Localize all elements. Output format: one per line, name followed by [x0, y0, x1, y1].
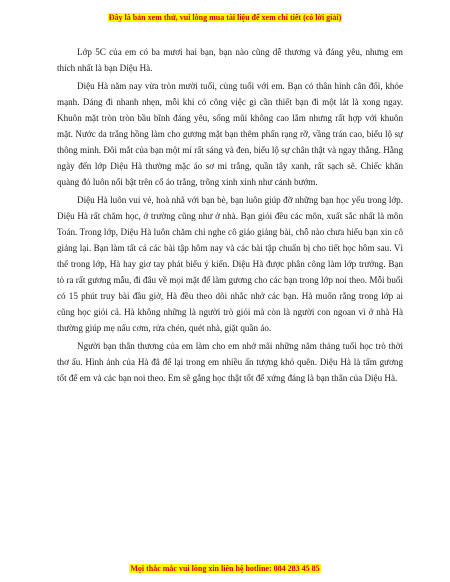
essay-paragraph: Lớp 5C của em có ba mươi hai bạn, bạn nào cũng dễ thương và đáng yêu, nhưng em thích nhất là bạn Diệu Hà. [57, 47, 403, 73]
essay-paragraph: Người bạn thân thương của em làm cho em nhớ mãi những năm tháng tuổi học trò thời thơ ấu. Hình ảnh của Hà đã để lại trong em nhiều ấn tượng khó quên. Diệu Hà là tấm gương tốt để em và các bạn noi theo. Em sẽ gắng học thật tốt để xứng đáng là bạn thân của Diệu Hà. [57, 341, 403, 383]
preview-notice-banner [0, 13, 450, 23]
hotline-banner [0, 564, 450, 574]
preview-notice-text: Đây là bản xem thử, vui lòng mua tài liệu để xem chi tiết (có lời giải) [108, 13, 342, 22]
essay-body [57, 44, 403, 388]
essay-paragraph: Diệu Hà năm nay vừa tròn mười tuổi, cùng tuổi với em. Bạn có thân hình cân đối, khỏe mạnh. Dáng đi nhanh nhẹn, mỗi khi có công việc gì cần thiết bạn đi một lát là xong ngay. Khuôn mặt tròn tròn bầu bĩnh đáng yêu, sống mũi không cao lắm nhưng rất hợp với khuôn mặt. Nước da trắng hồng làm cho gương mặt bạn thêm phấn rạng rỡ, vầng trán cao, biểu lộ sự thông minh. Đôi mắt của bạn một mí rất sáng và đen, biểu lộ sự chân thật và ngay thẳng. Hằng ngày đến lớp Diệu Hà thường mặc áo sơ mi trắng, quần tây xanh, rất sạch sẽ. Chiếc khăn quàng đỏ luôn nổi bật trên cổ áo trắng, trông xinh xinh như cánh bướm. [57, 81, 403, 187]
essay-paragraph: Diệu Hà luôn vui vẻ, hoà nhã với bạn bè, bạn luôn giúp đỡ những bạn học yếu trong lớp. Diệu Hà rất chăm học, ở trường cũng như ở nhà. Bạn giỏi đều các môn, xuất sắc nhất là môn Toán. Trong lớp, Diệu Hà luôn chăm chỉ nghe cô giáo giảng bài, chỗ nào chưa hiểu bạn xin cô giảng lại. Bạn làm tất cả các bài tập hôm nay và các bài tập chuẩn bị cho tiết học hôm sau. Vì thế trong lớp, Hà hay giơ tay phát biểu ý kiến. Diệu Hà được phân công làm lớp trưởng. Bạn tỏ ra rất gương mẫu, đi đâu về mọi mặt để làm gương cho các bạn trong lớp noi theo. Mỗi buổi có 15 phút truy bài đầu giờ, Hà đều theo dõi nhắc nhở các bạn. Hà muốn rằng trong lớp ai cũng học giỏi cả. Hà không những là người trò giỏi mà còn là người con ngoan vì ở nhà Hà thường giúp mẹ nấu cơm, rửa chén, quét nhà, giặt quần áo. [57, 195, 403, 333]
hotline-text: Mọi thắc mắc vui lòng xin liên hệ hotline: 084 283 45 85 [130, 564, 320, 573]
